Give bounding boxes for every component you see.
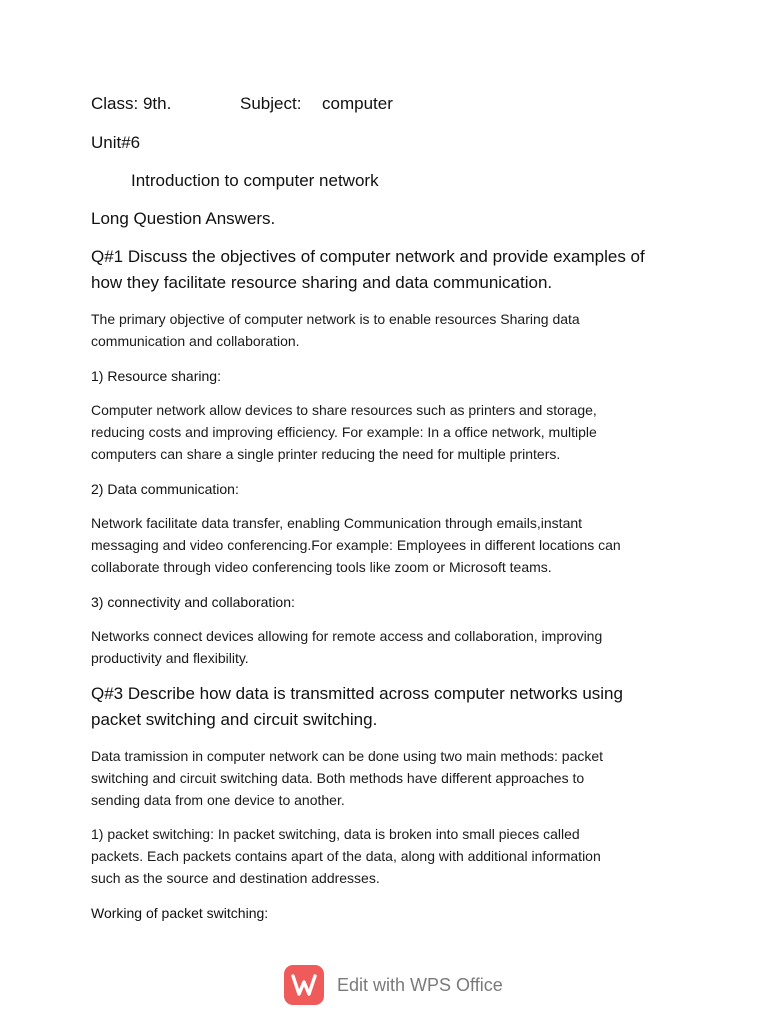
question-1-line-1: Q#1 Discuss the objectives of computer network and provide examples of: [91, 247, 645, 266]
packet-switching-term: 1) packet switching: [91, 826, 211, 842]
paragraph-line: sending data from one device to another.: [91, 792, 345, 808]
paragraph-line: such as the source and destination addresses.: [91, 870, 380, 886]
paragraph-line: collaborate through video conferencing tools like zoom or Microsoft teams.: [91, 559, 552, 575]
data-communication-paragraph: [91, 512, 691, 578]
paragraph-line: Computer network allow devices to share resources such as printers and storage,: [91, 402, 597, 418]
wps-edit-banner[interactable]: [284, 965, 544, 1007]
resource-sharing-paragraph: [91, 399, 691, 465]
section-title: Long Question Answers.: [91, 209, 276, 228]
paragraph-line: [91, 823, 691, 845]
paragraph-line: Networks connect devices allowing for remote access and collaboration, improving: [91, 628, 603, 644]
paragraph-line: packets. Each packets contains apart of the data, along with additional information: [91, 848, 601, 864]
connectivity-heading: 3) connectivity and collaboration:: [91, 594, 295, 610]
subheading-text: 1) Resource sharing: [91, 368, 218, 384]
wps-office-logo-icon: [284, 965, 324, 1005]
paragraph-line: computers can share a single printer reducing the need for multiple printers.: [91, 446, 561, 462]
question-1-line-2: how they facilitate resource sharing and data communication.: [91, 273, 553, 292]
topic-title: Introduction to computer network: [131, 171, 379, 190]
working-packet-switching-heading: Working of packet switching:: [91, 905, 269, 921]
edit-with-wps-link[interactable]: Edit with WPS Office: [337, 975, 503, 995]
paragraph-line: Data tramission in computer network can be done using two main methods: packet: [91, 748, 604, 764]
paragraph-line: Network facilitate data transfer, enabling Communication through emails,instant: [91, 515, 583, 531]
resource-sharing-heading: [91, 368, 691, 384]
q1-intro-paragraph: [91, 308, 691, 352]
packet-switching-paragraph: [91, 823, 691, 889]
packet-switching-text: : In packet switching, data is broken into small pieces called: [210, 826, 580, 842]
question-3: [91, 681, 691, 733]
paragraph-line: communication and collaboration.: [91, 333, 300, 349]
unit-label: Unit#6: [91, 133, 141, 152]
paragraph-line: switching and circuit switching data. Both methods have different approaches to: [91, 770, 585, 786]
question-3-line-2: packet switching and circuit switching.: [91, 710, 378, 729]
connectivity-paragraph: [91, 625, 691, 669]
paragraph-line: productivity and flexibility.: [91, 650, 249, 666]
class-label: Class: 9th.: [91, 94, 172, 113]
paragraph-line: The primary objective of computer network is to enable resources Sharing data: [91, 311, 580, 327]
paragraph-line: messaging and video conferencing.For example: Employees in different locations can: [91, 537, 621, 553]
subject-value: computer: [322, 94, 393, 113]
subheading-colon: :: [217, 368, 221, 384]
q3-intro-paragraph: [91, 745, 691, 811]
question-3-line-1: Q#3 Describe how data is transmitted across computer networks using: [91, 684, 623, 703]
data-communication-heading: 2) Data communication:: [91, 481, 239, 497]
subject-label: Subject:: [240, 94, 302, 113]
paragraph-line: reducing costs and improving efficiency. For example: In a office network, multiple: [91, 424, 597, 440]
question-1: [91, 244, 691, 296]
